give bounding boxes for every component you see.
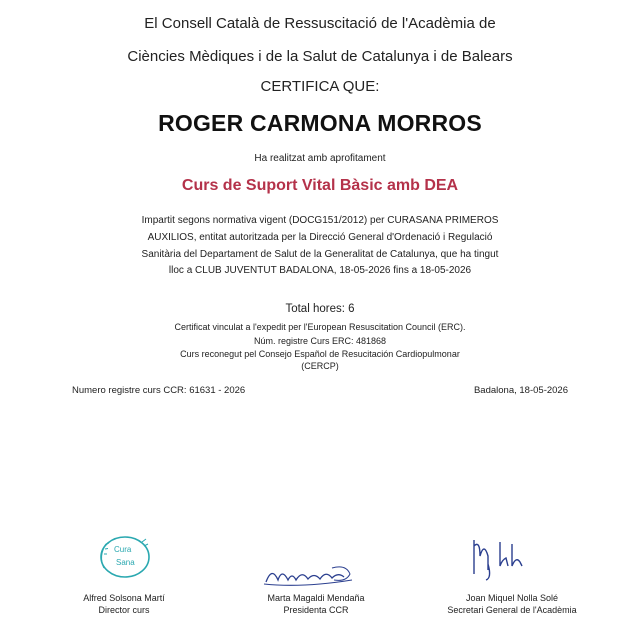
svg-text:Sana: Sana bbox=[116, 558, 135, 567]
signature-block-president bbox=[216, 592, 416, 616]
signature-marta-magaldi bbox=[262, 560, 362, 590]
erc-line: Núm. registre Curs ERC: 481868 bbox=[253, 336, 387, 346]
signer-role: Presidenta CCR bbox=[283, 605, 349, 615]
completion-statement: Ha realitzat amb aprofitament bbox=[254, 153, 386, 164]
total-hours: Total hores: 6 bbox=[285, 303, 355, 315]
signer-name: Joan Miquel Nolla Solé bbox=[465, 593, 559, 603]
signature-block-secretary bbox=[412, 592, 612, 616]
recipient-name: ROGER CARMONA MORROS bbox=[158, 110, 482, 136]
issuer-line-1: El Consell Català de Ressuscitació de l'Acadèmia de bbox=[144, 15, 496, 32]
description-line: Sanitària del Departament de Salut de la Generalitat de Catalunya, que ha tingut bbox=[141, 249, 499, 260]
certifies-heading: CERTIFICA QUE: bbox=[260, 78, 380, 95]
registry-number: Numero registre curs CCR: 61631 - 2026 bbox=[72, 385, 246, 396]
erc-line: Certificat vinculat a l'expedit per l'European Resuscitation Council (ERC). bbox=[174, 322, 466, 332]
signature-joan-miquel-nolla bbox=[466, 534, 536, 582]
issuer-line-2: Ciències Mèdiques i de la Salut de Catalunya i de Balears bbox=[127, 48, 513, 65]
signer-role: Director curs bbox=[98, 605, 150, 615]
course-title: Curs de Suport Vital Bàsic amb DEA bbox=[181, 177, 459, 194]
svg-text:Cura: Cura bbox=[114, 545, 132, 554]
description-line: AUXILIOS, entitat autoritzada per la Direcció General d'Ordenació i Regulació bbox=[147, 232, 493, 243]
description-line: lloc a CLUB JUVENTUT BADALONA, 18-05-2026 fins a 18-05-2026 bbox=[168, 265, 472, 276]
description-line: Impartit segons normativa vigent (DOCG151/2012) per CURASANA PRIMEROS bbox=[141, 215, 499, 226]
place-date: Badalona, 18-05-2026 bbox=[473, 385, 568, 396]
curasana-logo bbox=[92, 532, 158, 582]
signer-role: Secretari General de l'Acadèmia bbox=[447, 605, 577, 615]
signer-name: Marta Magaldi Mendaña bbox=[267, 593, 365, 603]
signer-name: Alfred Solsona Martí bbox=[83, 593, 165, 603]
erc-line: (CERCP) bbox=[301, 361, 339, 371]
erc-line: Curs reconegut pel Consejo Español de Resucitación Cardiopulmonar bbox=[180, 349, 460, 359]
signature-block-director bbox=[24, 592, 224, 616]
